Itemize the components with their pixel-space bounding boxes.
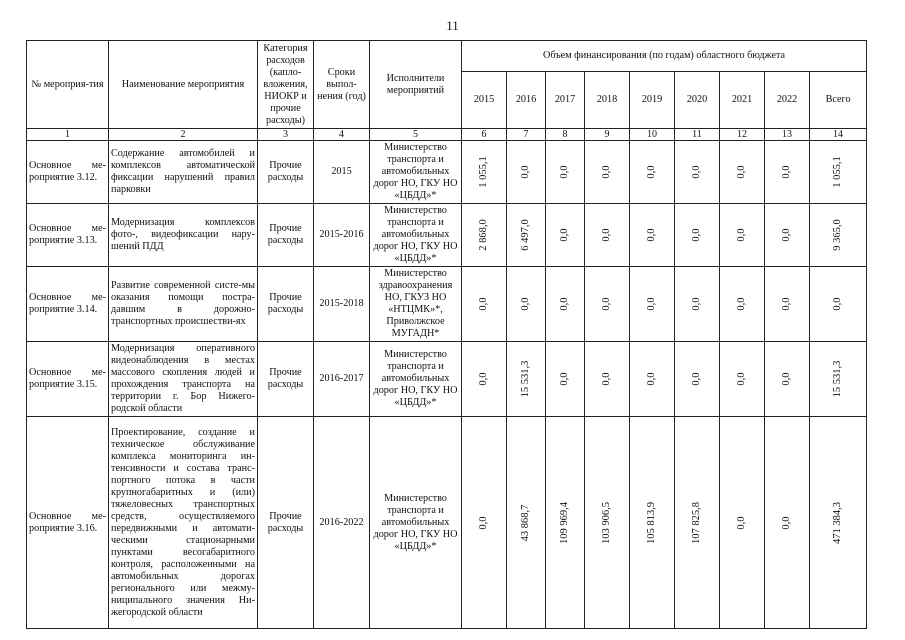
header-year-2016: 2016 bbox=[507, 72, 546, 129]
value-2017: 0,0 bbox=[559, 165, 570, 179]
value-cell bbox=[462, 204, 507, 267]
value-cell bbox=[462, 342, 507, 417]
value-2021: 0,0 bbox=[736, 165, 747, 179]
value-cell bbox=[675, 342, 720, 417]
value-cell bbox=[546, 267, 585, 342]
header-year-2021: 2021 bbox=[720, 72, 765, 129]
table-row bbox=[27, 204, 867, 267]
value-cell bbox=[507, 342, 546, 417]
value-cell bbox=[675, 141, 720, 204]
row-terms: 2016-2017 bbox=[314, 342, 370, 417]
value-2019: 0,0 bbox=[646, 165, 657, 179]
row-executors: Министерство транспорта и автомобильных дорог НО, ГКУ НО «ЦБДД»* bbox=[370, 141, 462, 204]
value-cell bbox=[810, 204, 867, 267]
value-2022: 0,0 bbox=[781, 228, 792, 242]
header-total: Всего bbox=[810, 72, 867, 129]
value-2021: 0,0 bbox=[736, 372, 747, 386]
column-number: 4 bbox=[314, 129, 370, 141]
value-cell bbox=[810, 267, 867, 342]
row-category: Прочие расходы bbox=[258, 141, 314, 204]
row-category: Прочие расходы bbox=[258, 342, 314, 417]
value-cell bbox=[462, 417, 507, 629]
value-total: 15 531,3 bbox=[832, 360, 844, 398]
column-number: 2 bbox=[109, 129, 258, 141]
value-cell bbox=[630, 417, 675, 629]
row-name: Содержание автомобилей и комплексов автоматической фиксации нарушений правил парковки bbox=[109, 141, 258, 204]
header-year-2019: 2019 bbox=[630, 72, 675, 129]
column-number: 8 bbox=[546, 129, 585, 141]
row-terms: 2015-2018 bbox=[314, 267, 370, 342]
value-cell bbox=[630, 342, 675, 417]
value-cell bbox=[585, 417, 630, 629]
value-cell bbox=[630, 267, 675, 342]
row-number: Основное ме-роприятие 3.12. bbox=[27, 141, 109, 204]
value-2022: 0,0 bbox=[781, 165, 792, 179]
table-row bbox=[27, 342, 867, 417]
column-number: 5 bbox=[370, 129, 462, 141]
header-year-2020: 2020 bbox=[675, 72, 720, 129]
value-cell bbox=[675, 417, 720, 629]
row-number: Основное ме-роприятие 3.14. bbox=[27, 267, 109, 342]
column-number: 12 bbox=[720, 129, 765, 141]
header-executors: Исполнители мероприятий bbox=[370, 41, 462, 129]
value-cell bbox=[765, 267, 810, 342]
value-2019: 105 813,9 bbox=[646, 501, 657, 544]
value-cell bbox=[630, 141, 675, 204]
value-cell bbox=[546, 204, 585, 267]
value-cell bbox=[720, 204, 765, 267]
page-number: 11 bbox=[446, 18, 459, 33]
value-2017: 109 969,4 bbox=[559, 501, 570, 544]
row-name: Модернизация оперативного видеонаблюдения в местах массового скопления людей и прохождения транспорта на территории г. Бор Нижего-родской области bbox=[109, 342, 258, 417]
row-name: Модернизация комплексов фото-, видеофиксации нару-шений ПДД bbox=[109, 204, 258, 267]
row-executors: Министерство транспорта и автомобильных дорог НО, ГКУ НО «ЦБДД»* bbox=[370, 204, 462, 267]
row-category: Прочие расходы bbox=[258, 267, 314, 342]
row-category: Прочие расходы bbox=[258, 417, 314, 629]
value-2015: 0,0 bbox=[478, 297, 489, 311]
value-cell bbox=[507, 417, 546, 629]
header-terms: Сроки выпол-нения (год) bbox=[314, 41, 370, 129]
value-2018: 0,0 bbox=[601, 228, 612, 242]
value-total: 471 384,3 bbox=[832, 501, 844, 544]
value-2020: 0,0 bbox=[691, 372, 702, 386]
value-2021: 0,0 bbox=[736, 297, 747, 311]
row-executors: Министерство транспорта и автомобильных дорог НО, ГКУ НО «ЦБДД»* bbox=[370, 417, 462, 629]
value-2015: 0,0 bbox=[478, 372, 489, 386]
header-num: № мероприя-тия bbox=[27, 41, 109, 129]
value-2016: 15 531,3 bbox=[520, 360, 531, 398]
value-cell bbox=[720, 267, 765, 342]
value-cell bbox=[630, 204, 675, 267]
value-2020: 107 825,8 bbox=[691, 501, 702, 544]
value-cell bbox=[810, 141, 867, 204]
column-number: 13 bbox=[765, 129, 810, 141]
header-year-2017: 2017 bbox=[546, 72, 585, 129]
value-cell bbox=[765, 342, 810, 417]
value-total: 1 055,1 bbox=[832, 156, 844, 188]
row-executors: Министерство здравоохранения НО, ГКУЗ НО «НТЦМК»*, Приволжское МУГАДН* bbox=[370, 267, 462, 342]
value-cell bbox=[675, 267, 720, 342]
value-cell bbox=[765, 204, 810, 267]
value-cell bbox=[585, 342, 630, 417]
value-cell bbox=[720, 342, 765, 417]
financing-table bbox=[26, 40, 867, 629]
row-terms: 2015 bbox=[314, 141, 370, 204]
row-terms: 2016-2022 bbox=[314, 417, 370, 629]
value-cell bbox=[507, 141, 546, 204]
value-2018: 103 906,5 bbox=[601, 501, 612, 544]
value-2017: 0,0 bbox=[559, 228, 570, 242]
value-cell bbox=[585, 204, 630, 267]
column-number: 6 bbox=[462, 129, 507, 141]
value-cell bbox=[507, 204, 546, 267]
value-2019: 0,0 bbox=[646, 228, 657, 242]
value-2021: 0,0 bbox=[736, 228, 747, 242]
header-year-2015: 2015 bbox=[462, 72, 507, 129]
value-2019: 0,0 bbox=[646, 297, 657, 311]
value-cell bbox=[810, 342, 867, 417]
row-name: Развитие современной систе-мы оказания помощи постра-давшим в дорожно-транспортных происшестви-ях bbox=[109, 267, 258, 342]
value-cell bbox=[675, 204, 720, 267]
value-2022: 0,0 bbox=[781, 372, 792, 386]
value-2016: 6 497,0 bbox=[520, 219, 531, 251]
value-2022: 0,0 bbox=[781, 515, 792, 530]
value-2019: 0,0 bbox=[646, 372, 657, 386]
value-cell bbox=[546, 141, 585, 204]
row-number: Основное ме-роприятие 3.13. bbox=[27, 204, 109, 267]
value-2018: 0,0 bbox=[601, 165, 612, 179]
value-2016: 43 868,7 bbox=[520, 504, 531, 541]
value-2016: 0,0 bbox=[520, 165, 531, 179]
row-number: Основное ме-роприятие 3.15. bbox=[27, 342, 109, 417]
value-cell bbox=[810, 417, 867, 629]
value-2018: 0,0 bbox=[601, 297, 612, 311]
value-cell bbox=[462, 267, 507, 342]
column-number: 11 bbox=[675, 129, 720, 141]
table-row bbox=[27, 141, 867, 204]
column-number: 9 bbox=[585, 129, 630, 141]
column-number: 14 bbox=[810, 129, 867, 141]
value-cell bbox=[507, 267, 546, 342]
value-cell bbox=[585, 267, 630, 342]
value-2015: 0,0 bbox=[478, 515, 489, 530]
row-executors: Министерство транспорта и автомобильных дорог НО, ГКУ НО «ЦБДД»* bbox=[370, 342, 462, 417]
value-cell bbox=[765, 417, 810, 629]
value-2015: 1 055,1 bbox=[478, 156, 489, 188]
value-2020: 0,0 bbox=[691, 297, 702, 311]
header-name: Наименование мероприятия bbox=[109, 41, 258, 129]
row-category: Прочие расходы bbox=[258, 204, 314, 267]
row-name: Проектирование, создание и техническое обслуживание комплекса мониторинга ин-тенсивности и состава транс-портного потока в части крупногабаритных и (или) тяжеловесных транспортных средств, осуществляемого передвижными и автомати-ческими стационарными пунктами весогабаритного контроля, расположенными на автомобильных дорогах регионального или межму-ниципального значения Ни-жегородской области bbox=[109, 417, 258, 629]
value-2015: 2 868,0 bbox=[478, 219, 489, 251]
value-total: 0,0 bbox=[832, 297, 844, 311]
column-number: 10 bbox=[630, 129, 675, 141]
value-2022: 0,0 bbox=[781, 297, 792, 311]
value-cell bbox=[585, 141, 630, 204]
value-2016: 0,0 bbox=[520, 297, 531, 311]
value-2017: 0,0 bbox=[559, 297, 570, 311]
value-2017: 0,0 bbox=[559, 372, 570, 386]
header-category: Категория расходов (капло-вложения, НИОКР и прочие расходы) bbox=[258, 41, 314, 129]
column-number: 1 bbox=[27, 129, 109, 141]
value-cell bbox=[546, 342, 585, 417]
value-cell bbox=[462, 141, 507, 204]
header-year-2022: 2022 bbox=[765, 72, 810, 129]
table-row bbox=[27, 417, 867, 629]
value-cell bbox=[720, 141, 765, 204]
header-year-2018: 2018 bbox=[585, 72, 630, 129]
value-2020: 0,0 bbox=[691, 228, 702, 242]
value-2021: 0,0 bbox=[736, 515, 747, 530]
row-terms: 2015-2016 bbox=[314, 204, 370, 267]
value-cell bbox=[546, 417, 585, 629]
table-row bbox=[27, 267, 867, 342]
value-cell bbox=[765, 141, 810, 204]
value-total: 9 365,0 bbox=[832, 219, 844, 251]
value-2020: 0,0 bbox=[691, 165, 702, 179]
row-number: Основное ме-роприятие 3.16. bbox=[27, 417, 109, 629]
column-number: 7 bbox=[507, 129, 546, 141]
value-2018: 0,0 bbox=[601, 372, 612, 386]
header-financing: Объем финансирования (по годам) областного бюджета bbox=[462, 41, 867, 72]
value-cell bbox=[720, 417, 765, 629]
column-number: 3 bbox=[258, 129, 314, 141]
